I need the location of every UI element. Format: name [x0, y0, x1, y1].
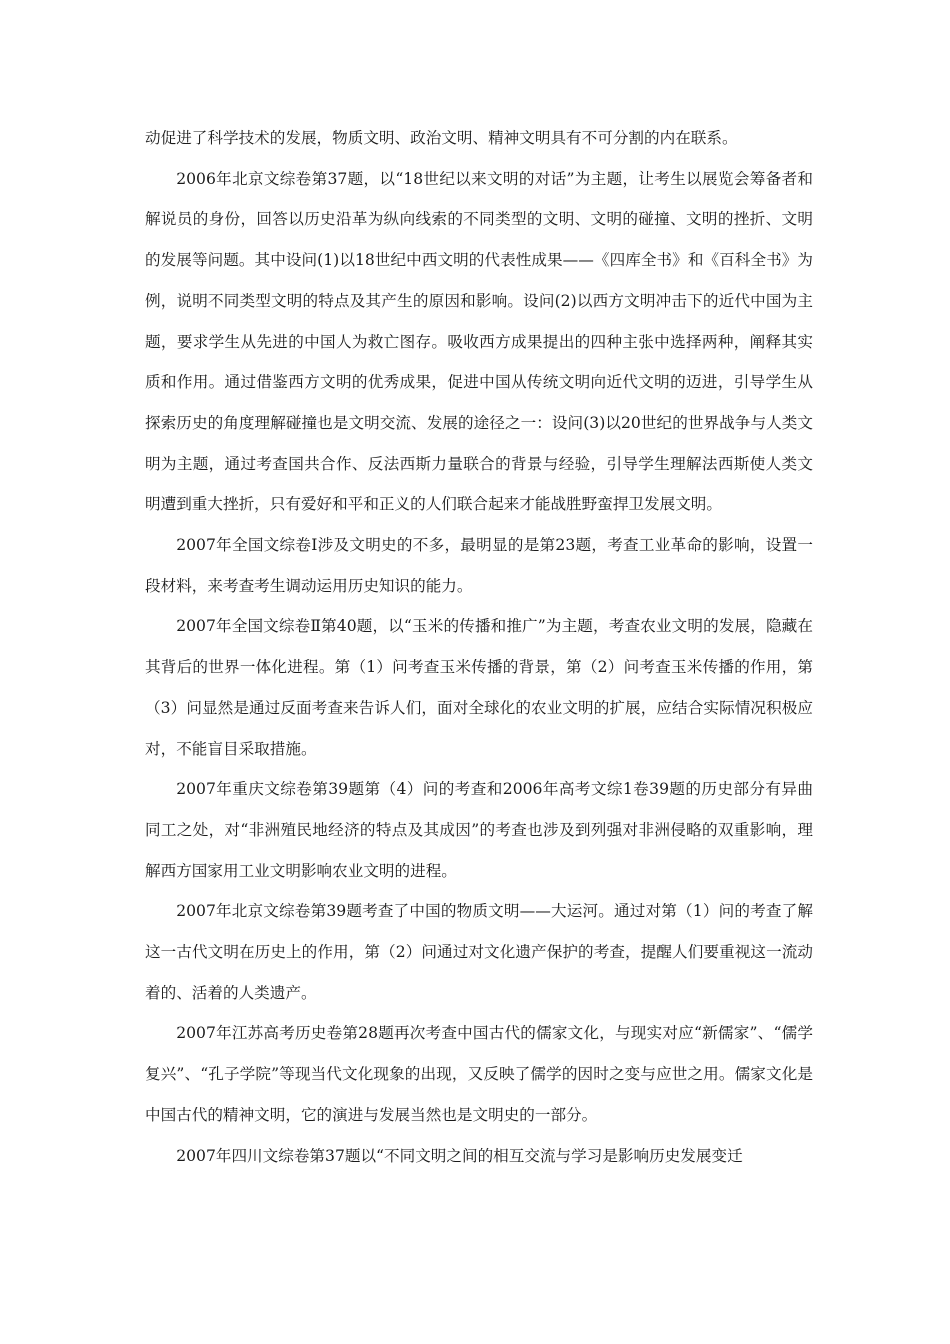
paragraph-6: 2007年北京文综卷第39题考查了中国的物质文明——大运河。通过对第（1）问的考查了解这一古代文明在历史上的作用，第（2）问通过对文化遗产保护的考查，提醒人们要重视这一流动着的、活着的人类遗产。	[145, 902, 813, 1002]
paragraph-7: 2007年江苏高考历史卷第28题再次考查中国古代的儒家文化，与现实对应“新儒家”、“儒学复兴”、“孔子学院”等现当代文化现象的出现，又反映了儒学的因时之变与应世之用。儒家文化是中国古代的精神文明，它的演进与发展当然也是文明史的一部分。	[145, 1024, 813, 1124]
paragraph-2: 2006年北京文综卷第37题，以“18世纪以来文明的对话”为主题，让考生以展览会筹备者和解说员的身份，回答以历史沿革为纵向线索的不同类型的文明、文明的碰撞、文明的挫折、文明的发展等问题。其中设问(1)以18世纪中西文明的代表性成果——《四库全书》和《百科全书》为例，说明不同类型文明的特点及其产生的原因和影响。设问(2)以西方文明冲击下的近代中国为主题，要求学生从先进的中国人为救亡图存。吸收西方成果提出的四种主张中选择两种，阐释其实质和作用。通过借鉴西方文明的优秀成果，促进中国从传统文明向近代文明的迈进，引导学生从探索历史的角度理解碰撞也是文明交流、发展的途径之一：设问(3)以20世纪的世界战争与人类文明为主题，通过考查国共合作、反法西斯力量联合的背景与经验，引导学生理解法西斯使人类文明遭到重大挫折，只有爱好和平和正义的人们联合起来才能战胜野蛮捍卫发展文明。	[145, 169, 813, 514]
paragraph-3: 2007年全国文综卷I涉及文明史的不多，最明显的是第23题，考查工业革命的影响，设置一段材料，来考查考生调动运用历史知识的能力。	[145, 536, 813, 595]
paragraph-8: 2007年四川文综卷第37题以“不同文明之间的相互交流与学习是影响历史发展变迁	[176, 1146, 743, 1165]
document-body	[145, 118, 813, 1176]
paragraph-1: 动促进了科学技术的发展，物质文明、政治文明、精神文明具有不可分割的内在联系。	[145, 129, 738, 147]
paragraph-5: 2007年重庆文综卷第39题第（4）问的考查和2006年高考文综1卷39题的历史部分有异曲同工之处，对“非洲殖民地经济的特点及其成因”的考查也涉及到列强对非洲侵略的双重影响，理解西方国家用工业文明影响农业文明的进程。	[145, 780, 813, 880]
paragraph-4: 2007年全国文综卷Ⅱ第40题，以“玉米的传播和推广”为主题，考查农业文明的发展，隐藏在其背后的世界一体化进程。第（1）问考查玉米传播的背景，第（2）问考查玉米传播的作用，第（3）问显然是通过反面考查来告诉人们，面对全球化的农业文明的扩展，应结合实际情况积极应对，不能盲目采取措施。	[145, 617, 813, 758]
